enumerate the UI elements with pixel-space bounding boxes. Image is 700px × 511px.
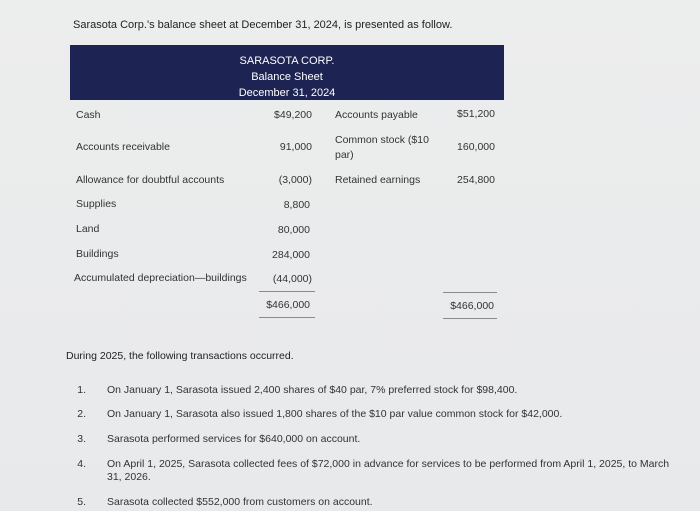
asset-value: 91,000: [279, 141, 312, 153]
liabilities-total: $466,000: [450, 300, 494, 312]
total-rule: [443, 292, 497, 293]
statement-date: December 31, 2024: [238, 87, 336, 99]
asset-label: Buildings: [76, 248, 119, 260]
asset-label: Cash: [76, 109, 101, 121]
asset-value: 80,000: [277, 224, 310, 236]
double-rule: [443, 318, 497, 319]
asset-value: 284,000: [272, 249, 310, 261]
company-name: SARASOTA CORP.: [239, 55, 335, 67]
asset-value: $49,200: [274, 109, 312, 121]
transaction-text: Sarasota performed services for $640,000 on account.: [107, 433, 361, 445]
assets-total: $466,000: [266, 299, 310, 311]
liability-label: Common stock ($10: [335, 134, 429, 146]
liability-value: 254,800: [457, 174, 495, 186]
during-text: During 2025, the following transactions occurred.: [66, 350, 294, 362]
item-number: 4.: [77, 458, 86, 470]
transaction-text: On January 1, Sarasota issued 2,400 shares of $40 par, 7% preferred stock for $98,400.: [107, 384, 518, 396]
intro-text: Sarasota Corp.'s balance sheet at December 31, 2024, is presented as follow.: [73, 19, 453, 31]
item-number: 2.: [77, 408, 86, 420]
item-number: 1.: [77, 384, 86, 396]
liability-label: Retained earnings: [335, 174, 421, 186]
asset-value: (3,000): [278, 174, 312, 186]
item-number: 3.: [77, 433, 86, 445]
asset-label: Land: [76, 223, 100, 235]
transaction-text: On January 1, Sarasota also issued 1,800 shares of the $10 par value common stock for $42,000.: [107, 408, 563, 420]
balance-sheet-header: [70, 45, 504, 100]
transaction-text: On April 1, 2025, Sarasota collected fees of $72,000 in advance for services to be performed from April 1, 2025, to March 31, 2026.: [107, 458, 670, 483]
liability-label-cont: par): [335, 149, 354, 161]
asset-label: Accounts receivable: [76, 141, 170, 153]
double-rule: [259, 317, 315, 318]
asset-value: (44,000): [272, 273, 312, 285]
asset-label: Supplies: [76, 198, 117, 210]
asset-value: 8,800: [283, 199, 310, 211]
liability-value: 160,000: [457, 141, 495, 153]
liability-label: Accounts payable: [335, 109, 418, 121]
total-rule: [259, 291, 315, 292]
liability-value: $51,200: [457, 108, 495, 120]
item-number: 5.: [77, 496, 86, 508]
asset-label: Allowance for doubtful accounts: [76, 174, 225, 186]
statement-name: Balance Sheet: [251, 71, 323, 83]
asset-label: Accumulated depreciation—buildings: [74, 272, 247, 284]
transaction-text: Sarasota collected $552,000 from customers on account.: [107, 496, 373, 508]
